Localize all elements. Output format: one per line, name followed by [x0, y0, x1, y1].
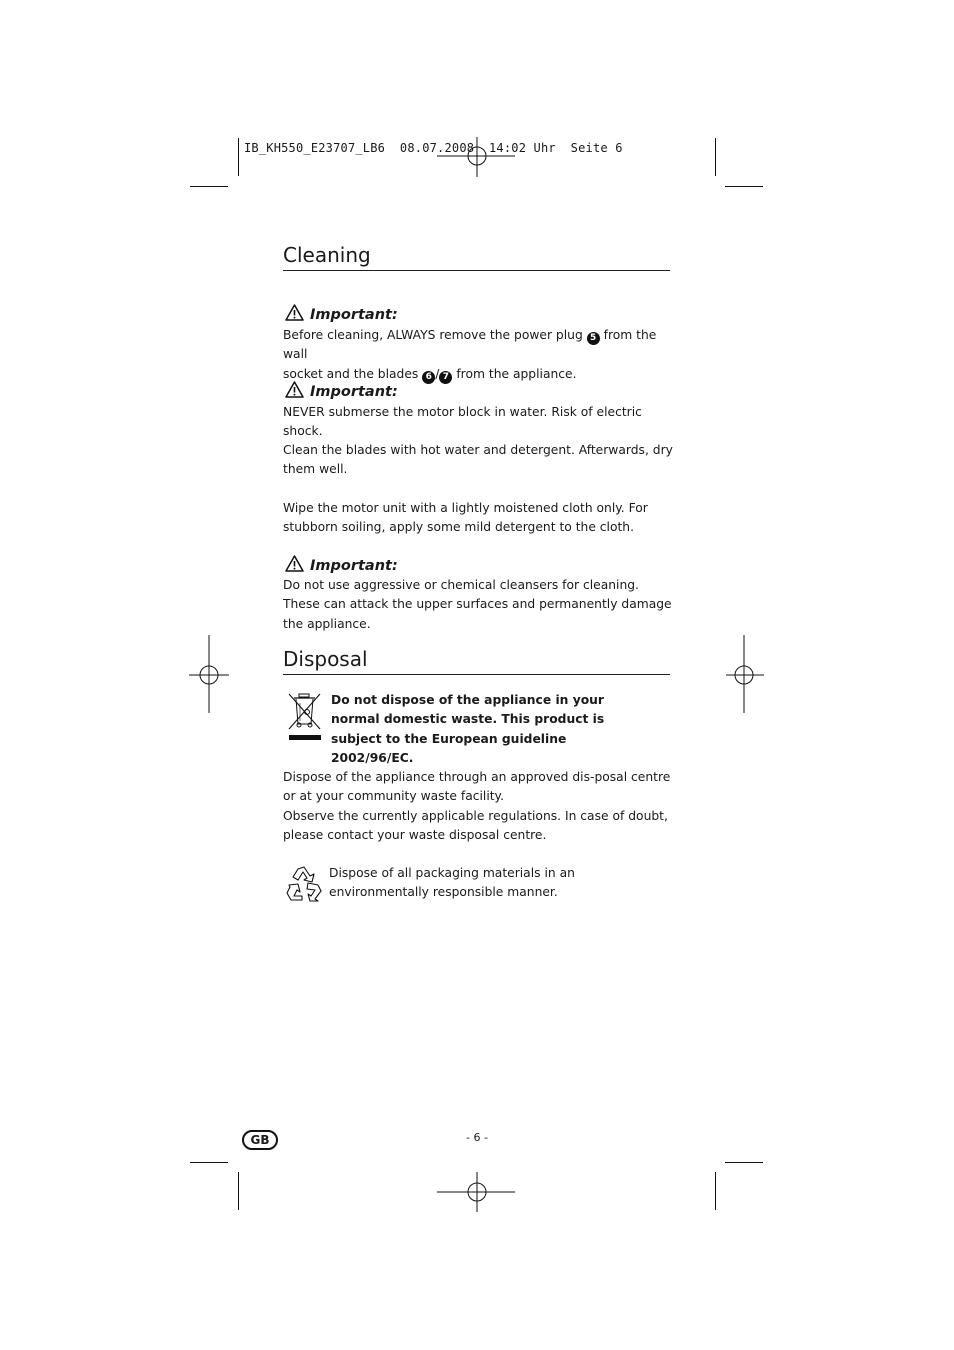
warning-triangle-icon: [285, 555, 304, 572]
cleaning-motor-paragraph: Wipe the motor unit with a lightly moistened cloth only. For stubborn soiling, apply some mild detergent to the cloth.: [283, 501, 648, 535]
important-note-3-text: Do not use aggressive or chemical cleansers for cleaning. These can attack the upper surfaces and permanently damage the appliance.: [283, 578, 672, 631]
registration-mark-icon: [437, 1172, 517, 1214]
page-number: - 6 -: [466, 1131, 488, 1144]
disposal-regulations-paragraph: Observe the currently applicable regulations. In case of doubt, please contact your waste disposal centre.: [283, 809, 668, 843]
registration-mark-icon: [189, 635, 231, 715]
disposal-heading-rule: [283, 674, 670, 675]
packaging-recycle-text: Dispose of all packaging materials in an environmentally responsible manner.: [329, 866, 575, 900]
disposal-centre-paragraph: Dispose of the appliance through an approved dis-posal centre or at your community waste facility.: [283, 770, 671, 804]
cleaning-heading: Cleaning: [283, 243, 371, 267]
important-note-2-text: NEVER submerse the motor block in water. Risk of electric shock.: [283, 405, 642, 439]
important-label: Important:: [310, 384, 398, 400]
registration-mark-icon: [724, 635, 766, 715]
important-note-2: [285, 381, 398, 400]
registration-mark-icon: [437, 137, 517, 179]
warning-triangle-icon: [285, 381, 304, 398]
important-note-3: [285, 555, 398, 574]
important-label: Important:: [310, 558, 398, 574]
cleaning-blades-paragraph: Clean the blades with hot water and detergent. Afterwards, dry them well.: [283, 443, 673, 477]
disposal-heading: Disposal: [283, 647, 368, 671]
weee-notice-text: Do not dispose of the appliance in your normal domestic waste. This product is subject to the European guideline 2002/96/EC.: [331, 693, 605, 766]
note-text: from the appliance.: [456, 366, 577, 381]
part-ref-blade: 7: [439, 371, 452, 384]
note-text: Before cleaning, ALWAYS remove the power plug: [283, 328, 583, 342]
print-header: IB_KH550_E23707_LB6 08.07.2008 14:02 Uhr Seite 6: [244, 141, 623, 155]
part-ref-power-plug: 5: [587, 332, 600, 345]
important-note-1-text: [283, 326, 673, 384]
crossed-out-bin-icon: [287, 691, 324, 743]
ref-separator: /: [435, 366, 440, 381]
important-note-1: [285, 304, 398, 323]
important-label: Important:: [310, 307, 398, 323]
note-text: from the wall: [283, 328, 657, 362]
cleaning-heading-rule: [283, 270, 670, 271]
warning-triangle-icon: [285, 304, 304, 321]
recycling-icon: [285, 865, 323, 903]
country-badge: GB: [242, 1130, 278, 1150]
note-text: socket and the blades: [283, 366, 419, 381]
part-ref-blade: 6: [422, 371, 435, 384]
